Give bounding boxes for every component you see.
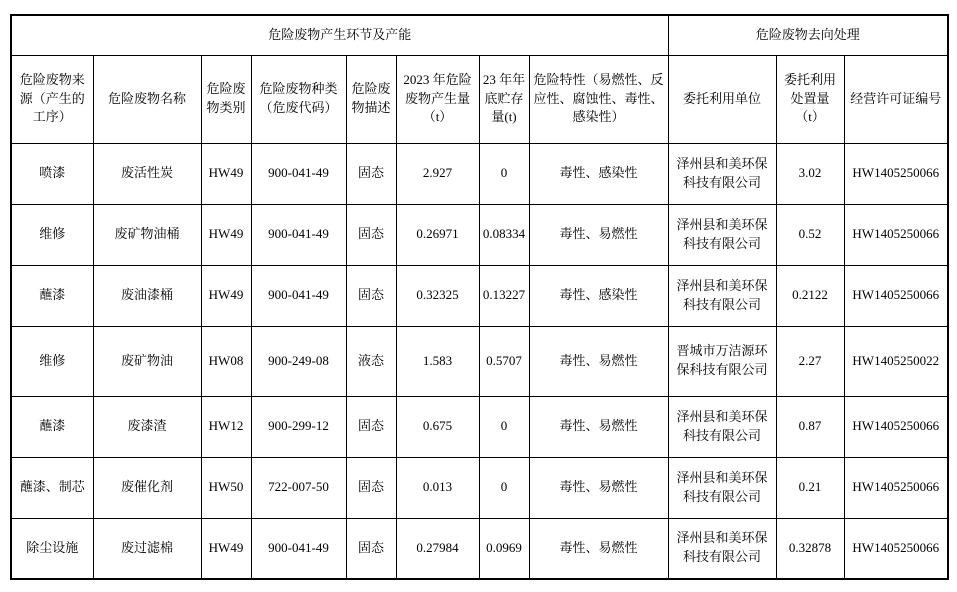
table-cell: 0.32878 [776, 518, 844, 579]
table-cell: 0.0969 [479, 518, 529, 579]
table-cell: 722-007-50 [251, 457, 346, 518]
table-cell: 毒性、易燃性 [529, 518, 668, 579]
table-cell: 固态 [346, 457, 396, 518]
table-cell: 维修 [11, 326, 93, 396]
table-body [11, 143, 948, 579]
table-row [11, 143, 948, 204]
column-header-entrusted-unit: 委托利用单位 [668, 55, 776, 143]
table-cell: 毒性、易燃性 [529, 457, 668, 518]
table-cell: 废油漆桶 [93, 265, 201, 326]
column-header-category: 危险废物类别 [201, 55, 251, 143]
table-cell: 泽州县和美环保科技有限公司 [668, 396, 776, 457]
table-cell: 废矿物油桶 [93, 204, 201, 265]
column-header-source: 危险废物来源（产生的工序） [11, 55, 93, 143]
table-cell: 晋城市万洁源环保科技有限公司 [668, 326, 776, 396]
column-header-produced-2023: 2023 年危险废物产生量（t） [396, 55, 479, 143]
table-cell: 900-249-08 [251, 326, 346, 396]
table-cell: HW1405250066 [844, 143, 948, 204]
table-cell: 维修 [11, 204, 93, 265]
column-header-name: 危险废物名称 [93, 55, 201, 143]
table-cell: HW1405250066 [844, 204, 948, 265]
table-cell: 900-041-49 [251, 204, 346, 265]
table-cell: 喷漆 [11, 143, 93, 204]
table-cell: 泽州县和美环保科技有限公司 [668, 457, 776, 518]
table-cell: 液态 [346, 326, 396, 396]
table-cell: HW08 [201, 326, 251, 396]
table-cell: 固态 [346, 143, 396, 204]
table-cell: HW1405250066 [844, 396, 948, 457]
table-cell: 0.2122 [776, 265, 844, 326]
table-cell: 泽州县和美环保科技有限公司 [668, 518, 776, 579]
table-cell: HW49 [201, 518, 251, 579]
table-cell: 固态 [346, 518, 396, 579]
table-cell: 0.08334 [479, 204, 529, 265]
table-cell: 0.26971 [396, 204, 479, 265]
table-cell: 2.927 [396, 143, 479, 204]
table-cell: 900-041-49 [251, 518, 346, 579]
table-row [11, 204, 948, 265]
column-header-hazard-traits: 危险特性（易燃性、反应性、腐蚀性、毒性、感染性） [529, 55, 668, 143]
table-cell: 0 [479, 143, 529, 204]
table-cell: 0.27984 [396, 518, 479, 579]
column-header-description: 危险废物描述 [346, 55, 396, 143]
table-row [11, 396, 948, 457]
table-cell: 除尘设施 [11, 518, 93, 579]
table-cell: 固态 [346, 265, 396, 326]
table-cell: 废矿物油 [93, 326, 201, 396]
table-cell: HW1405250066 [844, 457, 948, 518]
group-header-disposal: 危险废物去向处理 [668, 15, 948, 55]
table-cell: HW49 [201, 143, 251, 204]
table-cell: 固态 [346, 204, 396, 265]
table-cell: 0 [479, 396, 529, 457]
table-cell: 固态 [346, 396, 396, 457]
table-cell: 蘸漆 [11, 396, 93, 457]
table-cell: 900-299-12 [251, 396, 346, 457]
table-cell: 0.21 [776, 457, 844, 518]
table-cell: 蘸漆、制芯 [11, 457, 93, 518]
table-cell: 废活性炭 [93, 143, 201, 204]
column-header-disposal-amount: 委托利用处置量（t） [776, 55, 844, 143]
table-cell: 泽州县和美环保科技有限公司 [668, 204, 776, 265]
table-cell: 900-041-49 [251, 143, 346, 204]
table-cell: 0.675 [396, 396, 479, 457]
table-cell: HW49 [201, 265, 251, 326]
table-row [11, 265, 948, 326]
table-cell: 0.87 [776, 396, 844, 457]
table-cell: 毒性、易燃性 [529, 396, 668, 457]
column-header-license-no: 经营许可证编号 [844, 55, 948, 143]
hazardous-waste-table [10, 14, 949, 580]
table-cell: 0 [479, 457, 529, 518]
table-cell: 泽州县和美环保科技有限公司 [668, 143, 776, 204]
table-cell: 900-041-49 [251, 265, 346, 326]
table-cell: 废过滤棉 [93, 518, 201, 579]
table-cell: 1.583 [396, 326, 479, 396]
table-cell: HW49 [201, 204, 251, 265]
table-cell: 2.27 [776, 326, 844, 396]
table-row [11, 326, 948, 396]
group-header-row [11, 15, 948, 55]
table-cell: 毒性、易燃性 [529, 326, 668, 396]
table-cell: 废漆渣 [93, 396, 201, 457]
table-cell: 毒性、易燃性 [529, 204, 668, 265]
table-header [11, 15, 948, 143]
table-cell: 0.32325 [396, 265, 479, 326]
table-cell: 0.013 [396, 457, 479, 518]
table-cell: 泽州县和美环保科技有限公司 [668, 265, 776, 326]
table-row [11, 457, 948, 518]
table-cell: 毒性、感染性 [529, 265, 668, 326]
table-cell: HW1405250066 [844, 265, 948, 326]
table-cell: 0.5707 [479, 326, 529, 396]
table-cell: 3.02 [776, 143, 844, 204]
table-row [11, 518, 948, 579]
group-header-production: 危险废物产生环节及产能 [11, 15, 668, 55]
table-cell: 蘸漆 [11, 265, 93, 326]
table-cell: 0.13227 [479, 265, 529, 326]
table-cell: HW1405250066 [844, 518, 948, 579]
table-cell: 毒性、感染性 [529, 143, 668, 204]
table-cell: HW50 [201, 457, 251, 518]
column-header-code: 危险废物种类（危废代码） [251, 55, 346, 143]
table-cell: 0.52 [776, 204, 844, 265]
table-cell: HW1405250022 [844, 326, 948, 396]
column-header-row [11, 55, 948, 143]
column-header-storage-eoy: 23 年年底贮存量(t) [479, 55, 529, 143]
table-cell: 废催化剂 [93, 457, 201, 518]
table-cell: HW12 [201, 396, 251, 457]
